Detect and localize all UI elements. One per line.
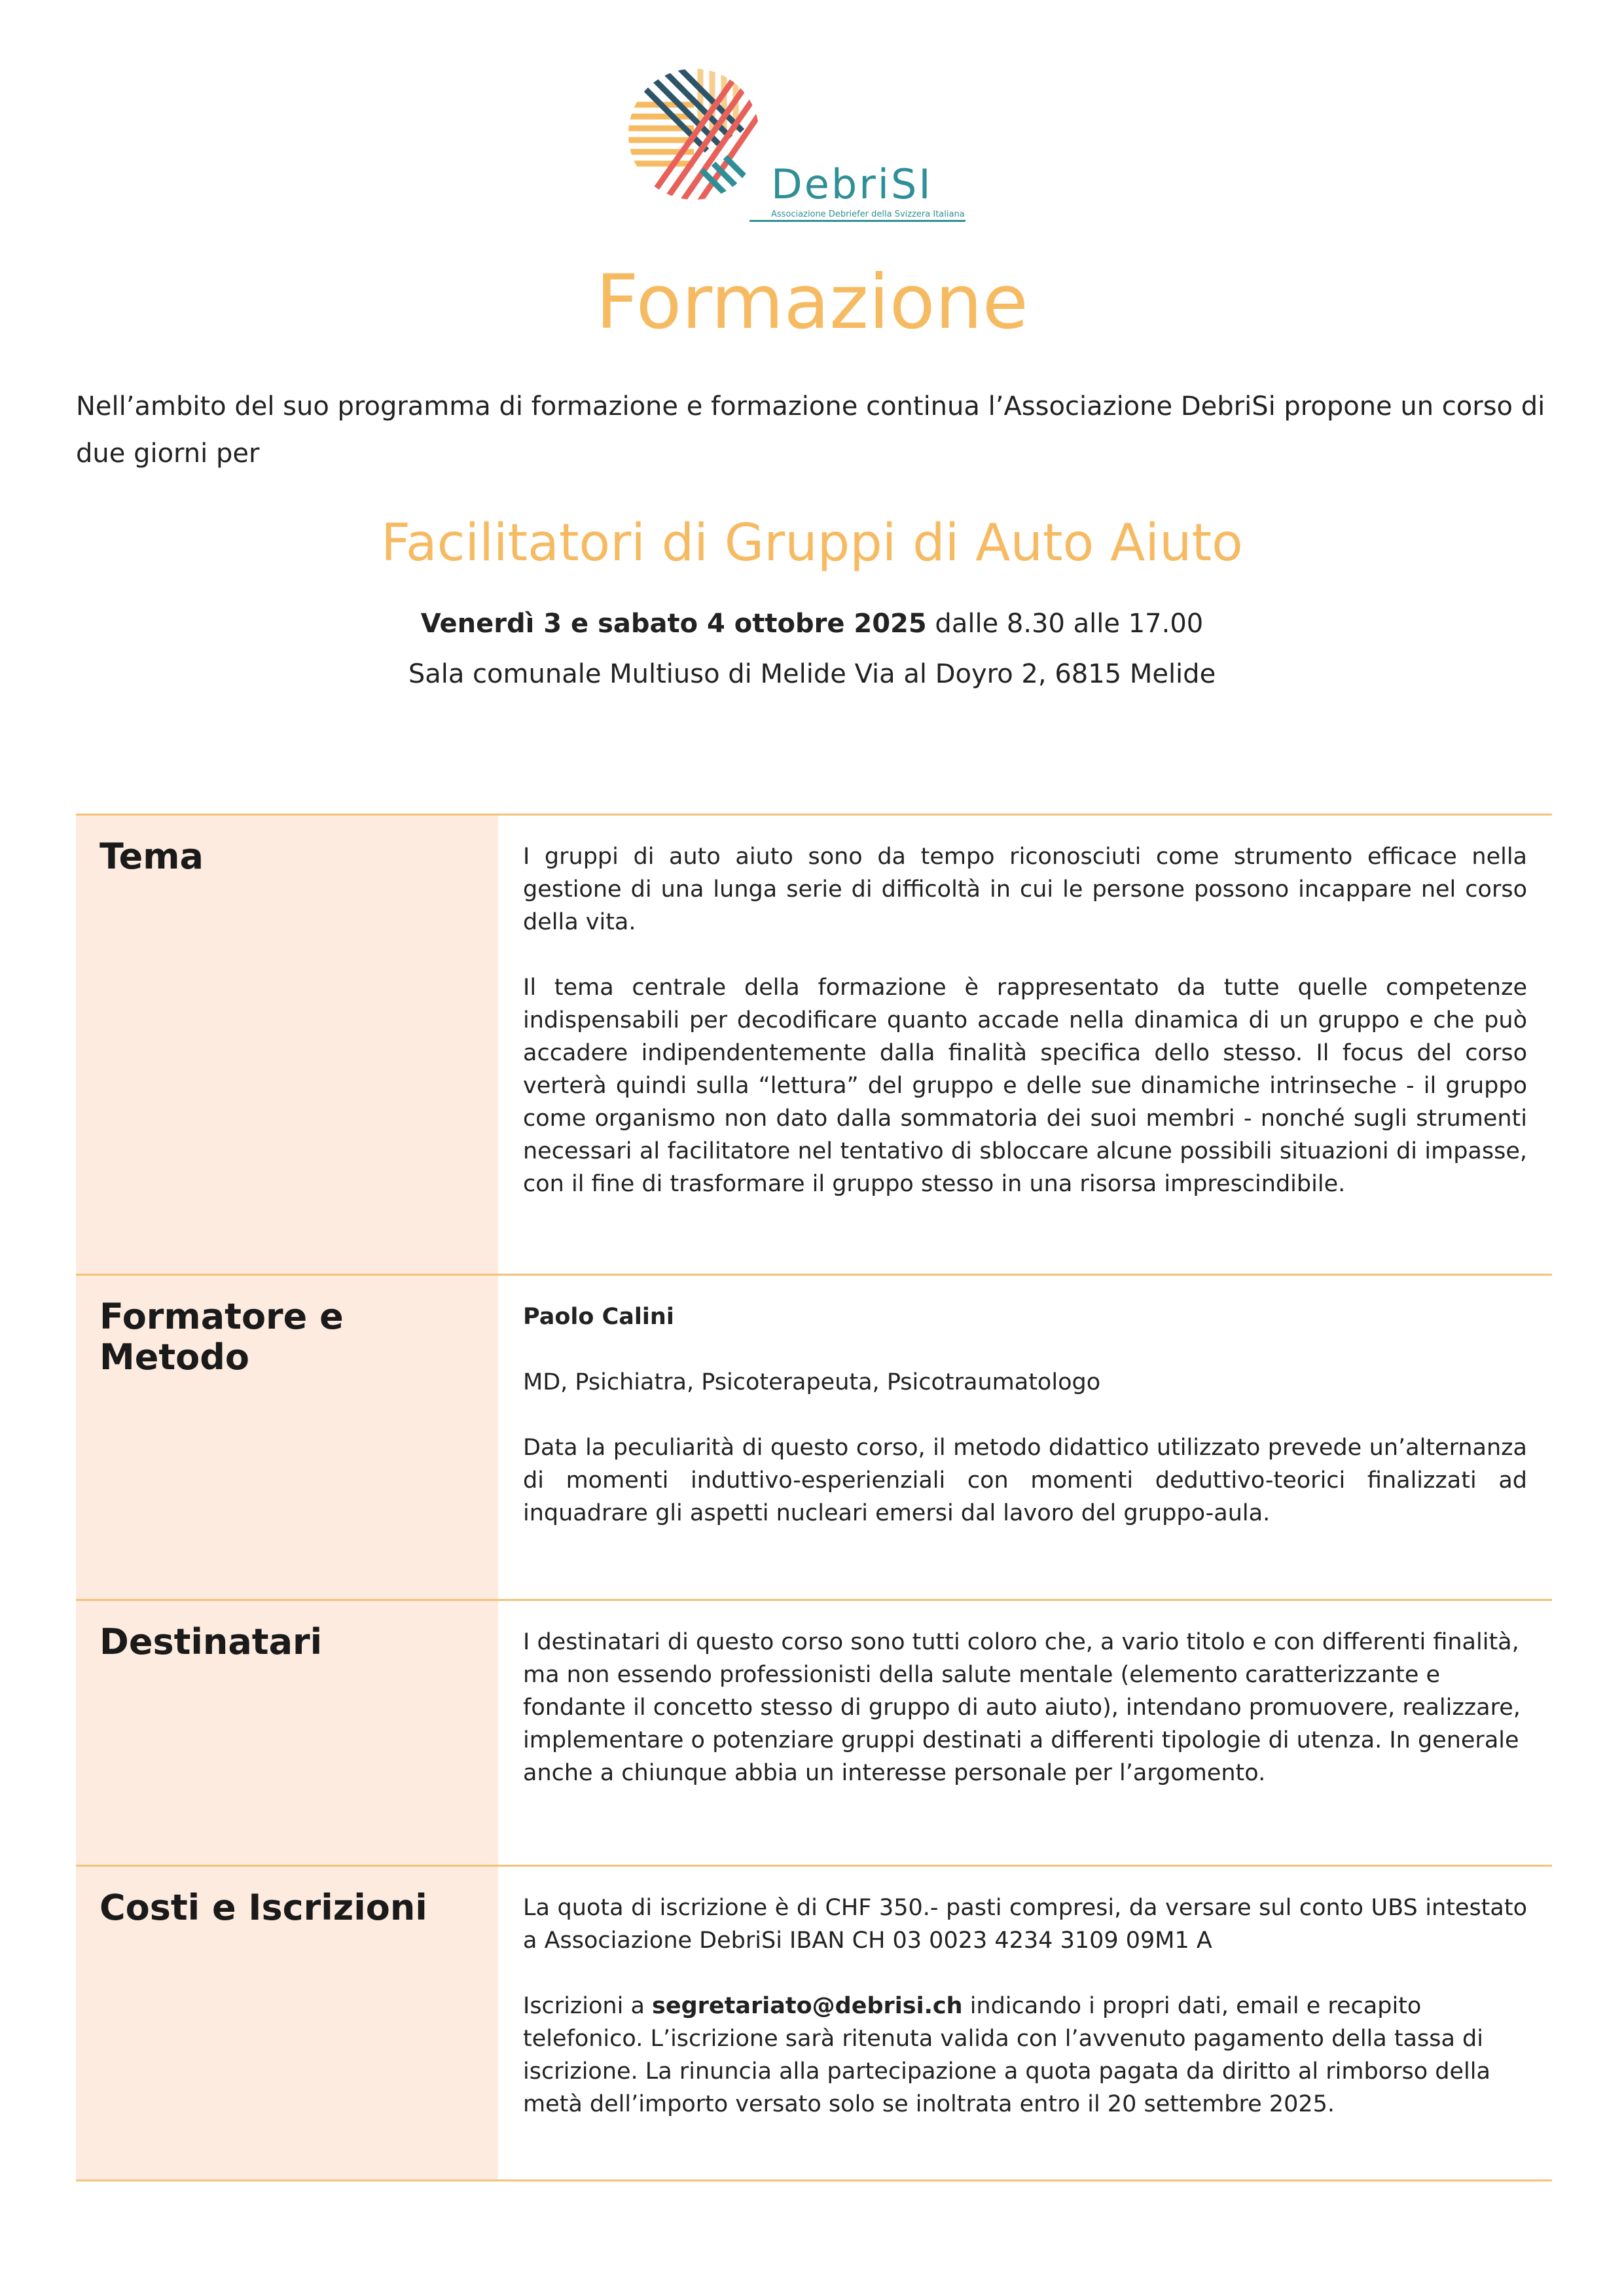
trainer-name: Paolo Calini xyxy=(523,1304,674,1330)
formatore-paragraph: Data la peculiarità di questo corso, il metodo didattico utilizzato prevede un’alternanza di momenti induttivo-esperienziali con momenti deduttivo-teorici finalizzati ad inquadrare gli aspetti nucleari emersi dal lavoro del gruppo-aula. xyxy=(523,1435,1527,1526)
debrisi-logo xyxy=(615,65,1041,229)
logo-mark-icon xyxy=(615,65,785,229)
course-title: Facilitatori di Gruppi di Auto Aiuto xyxy=(381,514,1243,573)
section-body xyxy=(498,1601,1552,1865)
course-date-time: dalle 8.30 alle 17.00 xyxy=(926,609,1204,639)
section-heading: Formatore e Metodo xyxy=(76,1276,498,1599)
trainer-role: MD, Psichiatra, Psicoterapeuta, Psicotraumatologo xyxy=(523,1369,1101,1395)
info-table xyxy=(76,814,1552,2181)
logo-tagline: Associazione Debriefer della Svizzera Italiana xyxy=(771,209,965,219)
table-row-destinatari xyxy=(76,1599,1552,1865)
email-link[interactable]: segretariato@debrisi.ch xyxy=(652,1993,963,2019)
section-heading: Tema xyxy=(76,816,498,1274)
section-body xyxy=(498,816,1552,1274)
costi-paragraph-1: La quota di iscrizione è di CHF 350.- pasti compresi, da versare sul conto UBS intestato a Associazione DebriSi IBAN CH 03 0023 4234 3109 09M1 A xyxy=(523,1895,1527,1954)
tema-paragraph-1: I gruppi di auto aiuto sono da tempo riconosciuti come strumento efficace nella gestione di una lunga serie di difficoltà in cui le persone possono incappare nel corso della vita. xyxy=(523,844,1527,935)
table-row-formatore xyxy=(76,1274,1552,1599)
course-dates xyxy=(0,609,1624,639)
section-body xyxy=(498,1276,1552,1599)
table-row-tema xyxy=(76,814,1552,1274)
section-heading: Destinatari xyxy=(76,1601,498,1865)
logo-underline xyxy=(749,220,965,222)
page-title: Formazione xyxy=(596,259,1028,346)
logo-wordmark: DebriSI xyxy=(771,160,933,208)
table-row-costi xyxy=(76,1865,1552,2181)
tema-paragraph-2: Il tema centrale della formazione è rappresentato da tutte quelle competenze indispensabili per decodificare quanto accade nella dinamica di un gruppo e che può accadere indipendentemente dalla finalità specifica dello stesso. Il focus del corso verterà quindi sulla “lettura” del gruppo e delle sue dinamiche intrinseche - il gruppo come organismo non dato dalla sommatoria dei suoi membri - nonché sugli strumenti necessari al facilitatore nel tentativo di sbloccare alcune possibili situazioni di impasse, con il fine di trasformare il gruppo stesso in una risorsa imprescindibile. xyxy=(523,975,1527,1197)
section-heading: Costi e Iscrizioni xyxy=(76,1867,498,2179)
destinatari-paragraph: I destinatari di questo corso sono tutti coloro che, a vario titolo e con differenti finalità, ma non essendo professionisti della salute mentale (elemento caratterizzante e fondante il concetto stesso di gruppo di auto aiuto), intendano promuovere, realizzare, implementare o potenziare gruppi destinati a differenti tipologie di utenza. In generale anche a chiunque abbia un interesse personale per l’argomento. xyxy=(523,1629,1521,1786)
costi-suffix: indicando i propri dati, email e recapito telefonico. L’iscrizione sarà ritenuta valida con l’avvenuto pagamento della tassa di iscrizione. La rinuncia alla partecipazione a quota pagata da diritto al rimborso della metà dell’importo versato solo se inoltrata entro il 20 settembre 2025. xyxy=(523,1993,1490,2117)
costi-prefix: Iscrizioni a xyxy=(523,1993,653,2019)
course-venue: Sala comunale Multiuso di Melide Via al Doyro 2, 6815 Melide xyxy=(408,659,1216,689)
intro-paragraph: Nell’ambito del suo programma di formazione e formazione continua l’Associazione DebriSi propone un corso di due giorni per xyxy=(76,391,1545,469)
course-date-days: Venerdì 3 e sabato 4 ottobre 2025 xyxy=(420,609,927,639)
section-body xyxy=(498,1867,1552,2179)
costi-paragraph-2 xyxy=(523,1990,1527,2121)
